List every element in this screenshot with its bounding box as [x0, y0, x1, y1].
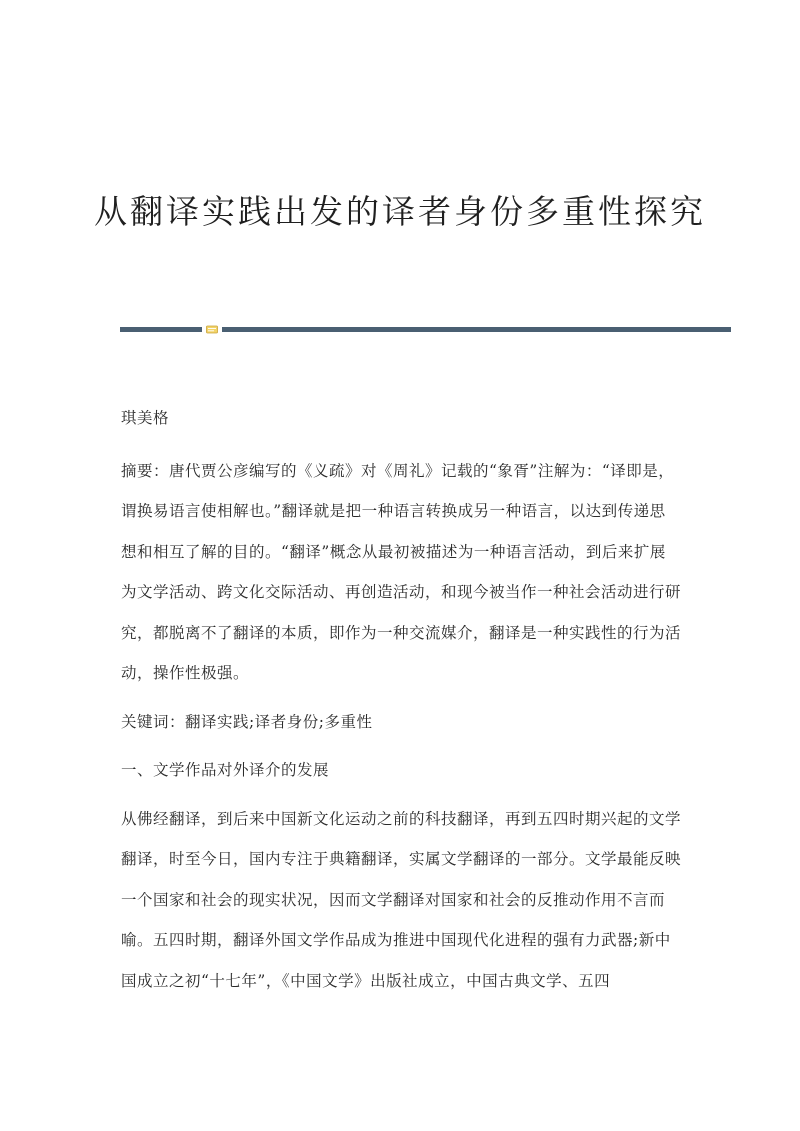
- document-title: 从翻译实践出发的译者身份多重性探究: [94, 192, 706, 231]
- document-body: [121, 398, 681, 1009]
- title-divider: [120, 325, 731, 333]
- body-paragraph: 从佛经翻译，到后来中国新文化运动之前的科技翻译，再到五四时期兴起的文学翻译，时至今日，国内专注于典籍翻译，实属文学翻译的一部分。文学最能反映一个国家和社会的现实状况，因而文学翻译对国家和社会的反推动作用不言而喻。五四时期，翻译外国文学作品成为推进中国现代化进程的强有力武器;新中国成立之初“十七年”，《中国文学》出版社成立，中国古典文学、五四: [121, 809, 682, 990]
- keywords-line: 关键词：翻译实践;译者身份;多重性: [121, 712, 373, 731]
- pencil-ornament-icon: [206, 325, 218, 334]
- divider-bar-left: [120, 327, 202, 332]
- abstract-paragraph: 摘要：唐代贾公彦编写的《义疏》对《周礼》记载的“象胥”注解为：“译即是，谓换易语言使相解也。”翻译就是把一种语言转换成另一种语言，以达到传递思想和相互了解的目的。“翻译”概念从最初被描述为一种语言活动，到后来扩展为文学活动、跨文化交际活动、再创造活动，和现今被当作一种社会活动进行研究，都脱离不了翻译的本质，即作为一种交流媒介，翻译是一种实践性的行为活动，操作性极强。: [121, 461, 682, 682]
- divider-bar-right: [222, 327, 731, 332]
- section-heading: 一、文学作品对外译介的发展: [121, 761, 330, 779]
- author-name: 琪美格: [121, 409, 170, 427]
